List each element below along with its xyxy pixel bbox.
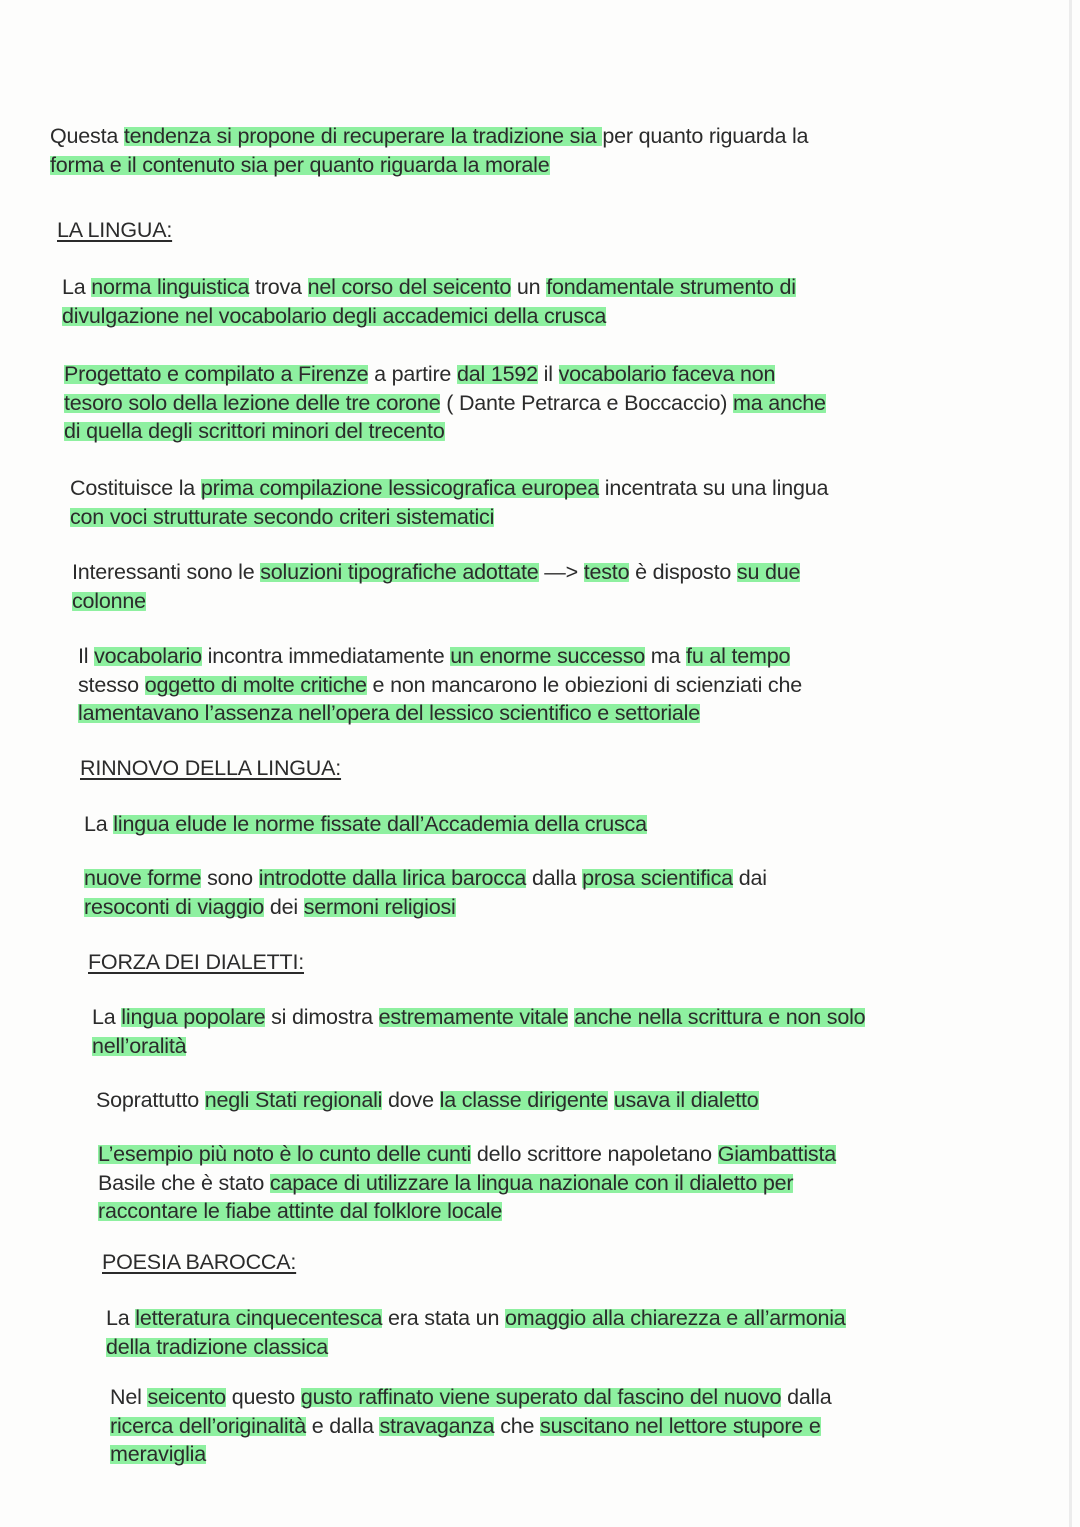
text: dalla bbox=[781, 1385, 832, 1409]
highlighted-text: omaggio alla chiarezza e all’armonia bbox=[504, 1306, 846, 1330]
paragraph bbox=[92, 1003, 865, 1060]
heading-forza-dei-dialetti bbox=[88, 948, 304, 977]
text-line bbox=[110, 1383, 832, 1412]
text: a partire bbox=[368, 362, 457, 386]
text: incontra immediatamente bbox=[201, 644, 451, 668]
text: LA LINGUA: bbox=[57, 218, 173, 242]
highlighted-text: seicento bbox=[147, 1385, 226, 1409]
text-line bbox=[98, 1140, 836, 1169]
text-line bbox=[62, 273, 796, 302]
highlighted-text: anche nella scrittura e non solo bbox=[574, 1005, 866, 1029]
paragraph bbox=[72, 558, 800, 615]
text: un bbox=[511, 275, 547, 299]
highlighted-text: letteratura cinquecentesca bbox=[135, 1306, 383, 1330]
highlighted-text: estremamente vitale bbox=[378, 1005, 569, 1029]
text: La bbox=[92, 1005, 122, 1029]
text: questo bbox=[225, 1385, 301, 1409]
text-line bbox=[84, 810, 647, 839]
highlighted-text: di quella degli scrittori minori del trecento bbox=[64, 419, 445, 443]
paragraph bbox=[78, 642, 802, 728]
text-line bbox=[64, 389, 826, 418]
highlighted-text: stravaganza bbox=[379, 1413, 495, 1438]
highlighted-text: gusto raffinato viene superato dal fascino del nuovo bbox=[300, 1385, 782, 1409]
highlighted-text: suscitano nel lettore stupore e bbox=[540, 1413, 821, 1438]
text: che bbox=[494, 1413, 541, 1438]
heading-rinnovo-della-lingua bbox=[80, 754, 341, 783]
highlighted-text: tesoro solo della lezione delle tre corone bbox=[64, 390, 441, 415]
highlighted-text: ricerca dell’originalità bbox=[110, 1413, 306, 1438]
text: Basile che è stato bbox=[98, 1170, 270, 1195]
highlighted-text: vocabolario faceva non bbox=[558, 362, 776, 386]
text: dei bbox=[264, 894, 304, 919]
highlighted-text: raccontare le fiabe attinte dal folklore locale bbox=[98, 1199, 503, 1223]
text-line bbox=[64, 417, 826, 446]
text: il bbox=[537, 362, 559, 386]
highlighted-text: divulgazione nel vocabolario degli accademici della crusca bbox=[62, 303, 607, 328]
text: —> bbox=[538, 560, 584, 584]
highlighted-text: lingua bbox=[113, 812, 170, 836]
text-line bbox=[96, 1086, 759, 1115]
highlighted-text: soluzioni tipografiche adottate bbox=[260, 560, 539, 584]
text-line bbox=[88, 948, 304, 977]
text-line bbox=[110, 1440, 832, 1469]
text-line bbox=[92, 1003, 865, 1032]
text-line bbox=[70, 503, 828, 532]
highlighted-text: nel corso del seicento bbox=[307, 275, 512, 299]
text: dove bbox=[382, 1088, 440, 1112]
highlighted-text: fu al tempo bbox=[686, 644, 791, 668]
text-line bbox=[106, 1333, 846, 1362]
highlighted-text: resoconti di viaggio bbox=[84, 894, 265, 919]
text: era stata un bbox=[382, 1306, 505, 1330]
highlighted-text: con voci strutturate secondo criteri sistematici bbox=[70, 504, 495, 529]
paragraph bbox=[106, 1304, 846, 1361]
highlighted-text: nuove forme bbox=[84, 866, 202, 890]
text: si dimostra bbox=[265, 1005, 379, 1029]
text: ma bbox=[645, 644, 687, 668]
highlighted-text: testo bbox=[583, 560, 630, 584]
text-line bbox=[84, 864, 767, 893]
highlighted-text: lamentavano l’assenza nell’opera del lessico scientifico e settoriale bbox=[78, 701, 700, 725]
paragraph bbox=[110, 1383, 832, 1469]
highlighted-text: usava il dialetto bbox=[613, 1088, 759, 1112]
text: dello scrittore napoletano bbox=[471, 1142, 718, 1166]
text-line bbox=[70, 474, 828, 503]
text-line bbox=[98, 1197, 836, 1226]
text: La bbox=[84, 812, 114, 836]
text-line bbox=[92, 1032, 865, 1061]
text-line bbox=[57, 216, 172, 245]
highlighted-text: forma e il contenuto sia per quanto riguarda la morale bbox=[50, 152, 550, 177]
text: sono bbox=[201, 866, 259, 890]
text: stesso bbox=[78, 672, 145, 697]
highlighted-text: su due bbox=[736, 560, 801, 584]
highlighted-text: prima compilazione lessicografica europea bbox=[200, 476, 599, 500]
paragraph bbox=[84, 864, 767, 921]
paragraph-intro bbox=[50, 122, 808, 179]
highlighted-text: L’esempio più noto è lo cunto delle cunti bbox=[98, 1142, 472, 1166]
text-line bbox=[50, 151, 808, 180]
text: è disposto bbox=[629, 560, 737, 584]
highlighted-text: vocabolario bbox=[94, 644, 202, 668]
paragraph bbox=[96, 1086, 759, 1115]
highlighted-text: Progettato e compilato a Firenze bbox=[64, 362, 369, 386]
highlighted-text: tendenza si propone di recuperare la tradizione sia bbox=[123, 124, 603, 148]
highlighted-text: colonne bbox=[72, 588, 146, 613]
text: per quanto riguarda la bbox=[602, 124, 809, 148]
highlighted-text: capace di utilizzare la lingua nazionale con il dialetto per bbox=[269, 1170, 794, 1195]
text: dalla bbox=[526, 866, 583, 890]
text-line bbox=[102, 1248, 296, 1277]
text-line bbox=[72, 587, 800, 616]
paragraph bbox=[64, 360, 826, 446]
heading-poesia-barocca bbox=[102, 1248, 296, 1277]
heading-la-lingua bbox=[57, 216, 172, 245]
text: ( Dante Petrarca e Boccaccio) bbox=[440, 390, 733, 415]
highlighted-text: introdotte dalla lirica barocca bbox=[258, 866, 527, 890]
text-line bbox=[62, 302, 796, 331]
highlighted-text: un enorme successo bbox=[450, 644, 646, 668]
text-line bbox=[106, 1304, 846, 1333]
highlighted-text: negli Stati regionali bbox=[204, 1088, 383, 1112]
text-line bbox=[50, 122, 808, 151]
highlighted-text: della tradizione classica bbox=[106, 1334, 329, 1359]
text: dai bbox=[732, 866, 767, 890]
text: e non mancarono le obiezioni di scienziati che bbox=[366, 672, 802, 697]
paragraph bbox=[98, 1140, 836, 1226]
paragraph bbox=[62, 273, 796, 330]
text-line bbox=[98, 1169, 836, 1198]
highlighted-text: nell’oralità bbox=[92, 1033, 187, 1058]
paragraph bbox=[70, 474, 828, 531]
text: Soprattutto bbox=[96, 1088, 205, 1112]
highlighted-text: Giambattista bbox=[717, 1142, 836, 1166]
highlighted-text: meraviglia bbox=[110, 1442, 206, 1466]
text: Nel bbox=[110, 1385, 148, 1409]
text-line bbox=[78, 642, 802, 671]
paragraph bbox=[84, 810, 647, 839]
highlighted-text: lingua popolare bbox=[121, 1005, 266, 1029]
highlighted-text: la classe dirigente bbox=[439, 1088, 608, 1112]
text-line bbox=[78, 671, 802, 700]
text-line bbox=[78, 699, 802, 728]
text: POESIA BAROCCA: bbox=[102, 1250, 297, 1274]
text: Questa bbox=[50, 124, 124, 148]
text-line bbox=[64, 360, 826, 389]
text-line bbox=[72, 558, 800, 587]
text: e dalla bbox=[305, 1413, 380, 1438]
text: incentrata su una lingua bbox=[598, 476, 829, 500]
highlighted-text: elude le norme fissate dall’Accademia della crusca bbox=[169, 812, 647, 836]
text: Costituisce la bbox=[70, 476, 201, 500]
text: RINNOVO DELLA LINGUA: bbox=[80, 756, 342, 780]
highlighted-text: norma linguistica bbox=[91, 275, 250, 299]
text: La bbox=[62, 275, 92, 299]
highlighted-text: oggetto di molte critiche bbox=[144, 672, 367, 697]
highlighted-text: fondamentale strumento di bbox=[546, 275, 796, 299]
highlighted-text: dal 1592 bbox=[456, 362, 538, 386]
text: FORZA DEI DIALETTI: bbox=[88, 950, 305, 974]
text bbox=[608, 1088, 614, 1112]
text-line bbox=[110, 1412, 832, 1441]
text-line bbox=[84, 893, 767, 922]
highlighted-text: sermoni religiosi bbox=[303, 894, 456, 919]
text: Il bbox=[78, 644, 95, 668]
text: Interessanti sono le bbox=[72, 560, 261, 584]
text-line bbox=[80, 754, 341, 783]
highlighted-text: prosa scientifica bbox=[582, 866, 733, 890]
text: La bbox=[106, 1306, 136, 1330]
highlighted-text: ma anche bbox=[733, 390, 826, 415]
text: trova bbox=[249, 275, 308, 299]
